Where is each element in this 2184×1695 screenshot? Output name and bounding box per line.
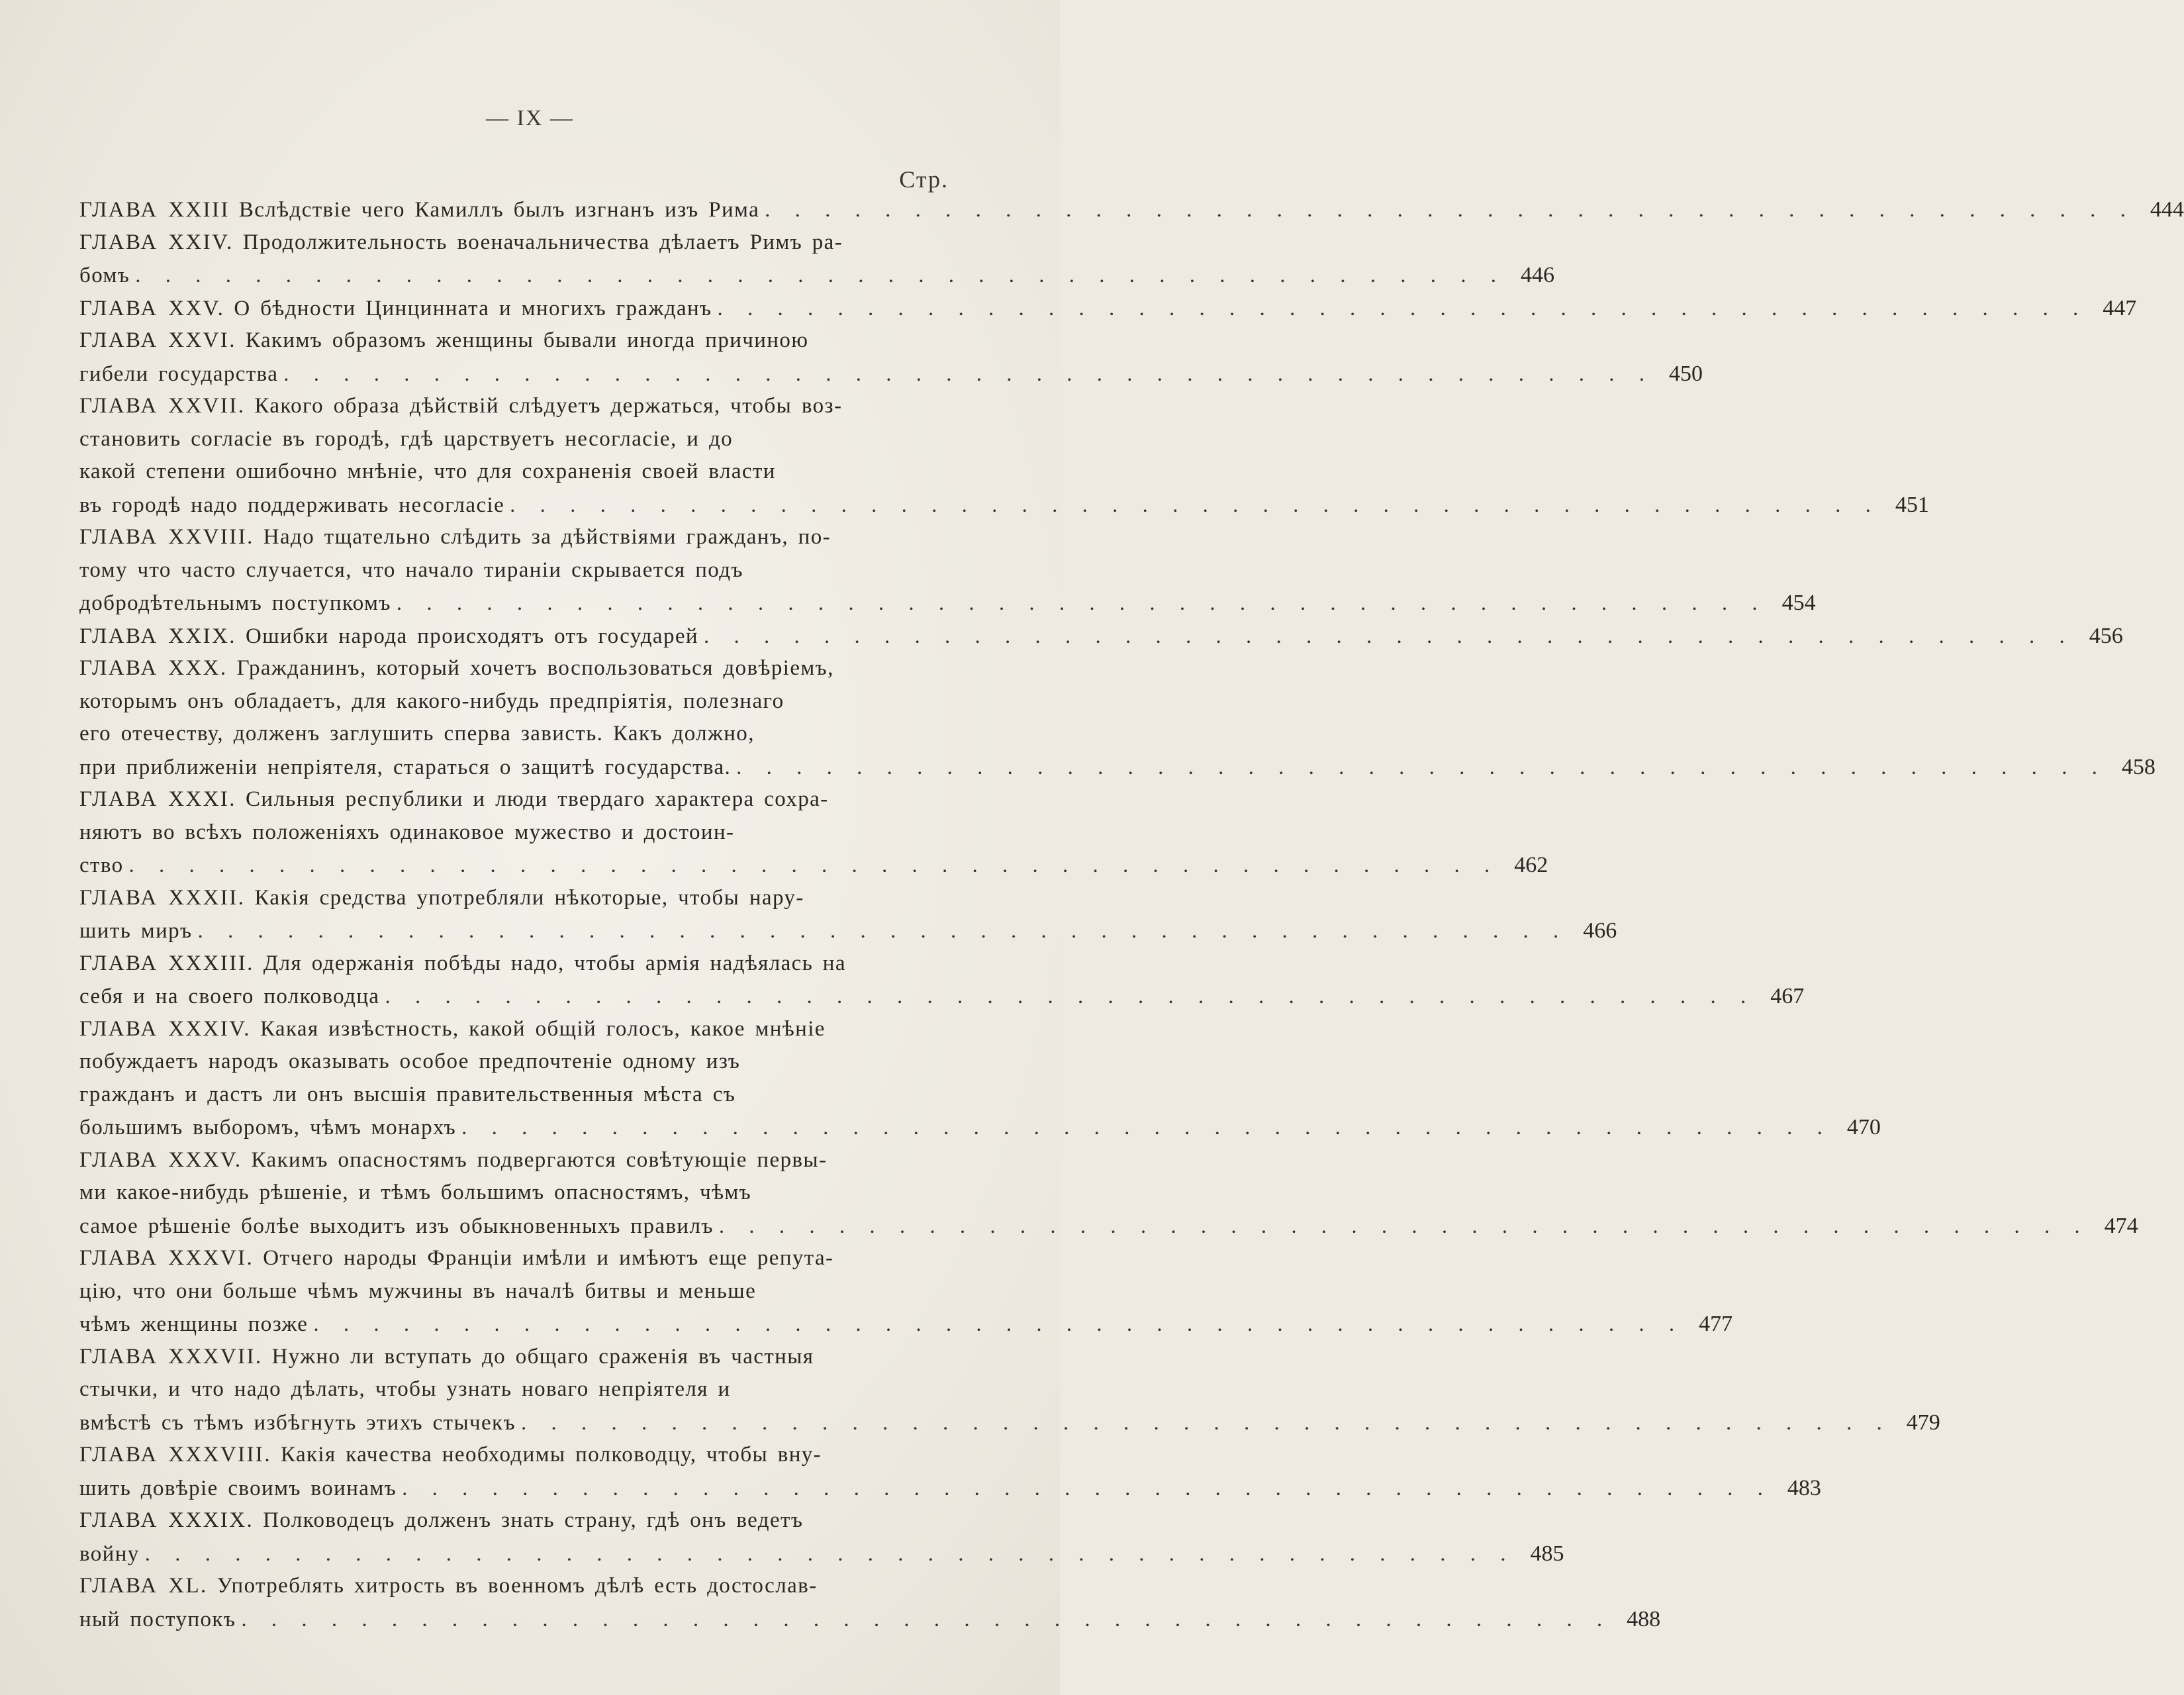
toc-entry	[79, 292, 2137, 325]
page-number: 444	[2150, 197, 2184, 222]
chapter-number: ГЛАВА XXXIX.	[79, 1508, 254, 1532]
page-number: 451	[1895, 492, 1929, 517]
page-number: 466	[1583, 918, 1617, 943]
page-number: 447	[2103, 295, 2137, 320]
dot-leader: . . . . . . . . . . . . . . . . . . . . . . . . . . . . . . . . . . . . . . . . . . . . . .	[396, 591, 1766, 615]
chapter-title-text: ный поступокъ	[79, 1607, 236, 1631]
toc-line	[79, 685, 947, 718]
chapter-title-text: цію, что они больше чѣмъ мужчины въ началѣ битвы и меньше	[79, 1279, 757, 1303]
table-of-contents	[79, 193, 2184, 1635]
toc-entry	[79, 1242, 1733, 1341]
toc-entry	[79, 1144, 2138, 1243]
chapter-title-text: няютъ во всѣхъ положеніяхъ одинаковое мужество и достоин-	[79, 820, 735, 844]
toc-line	[79, 1045, 947, 1079]
toc-line	[79, 718, 947, 751]
toc-line	[79, 193, 2184, 226]
chapter-title-text: побуждаетъ народъ оказывать особое предпочтеніе одному изъ	[79, 1049, 741, 1073]
dot-leader: . . . . . . . . . . . . . . . . . . . . . . . . . . . . . . . . . . . . . . . . . . . . . .	[461, 1116, 1830, 1139]
chapter-title-text: гибели государства	[79, 362, 279, 386]
toc-line	[79, 390, 947, 423]
toc-line	[79, 783, 947, 816]
toc-line	[79, 947, 947, 981]
chapter-number: ГЛАВА XXVII.	[79, 394, 246, 418]
chapter-title-text: вмѣстѣ съ тѣмъ избѣгнуть этихъ стычекъ	[79, 1410, 516, 1435]
chapter-title-text: ство	[79, 853, 124, 877]
toc-line	[79, 882, 947, 915]
chapter-number: ГЛАВА XXVIII.	[79, 525, 254, 549]
toc-line	[79, 489, 1929, 522]
dot-leader: . . . . . . . . . . . . . . . . . . . . . . . . . . . . . . . . . . . . . . . . . . . . . .	[402, 1476, 1771, 1500]
chapter-number: ГЛАВА XXXVI.	[79, 1246, 254, 1270]
chapter-title-text: самое рѣшеніе болѣе выходитъ изъ обыкновенныхъ правилъ	[79, 1214, 714, 1238]
toc-line	[79, 816, 947, 849]
toc-entry	[79, 1013, 1881, 1144]
chapter-title-text: Гражданинъ, который хочетъ воспользоваться довѣріемъ,	[236, 656, 834, 680]
toc-line	[79, 587, 1816, 620]
page-header: — IX —	[486, 106, 574, 130]
chapter-title-text: Сильныя республики и люди твердаго характера сохра-	[245, 787, 829, 811]
dot-leader: . . . . . . . . . . . . . . . . . . . . . . . . . . . . . . . . . . . . . . . . . . . . . .	[704, 624, 2073, 648]
page-number: 446	[1520, 263, 1554, 287]
toc-line	[79, 423, 947, 456]
toc-line	[79, 1144, 947, 1177]
chapter-title-text: бомъ	[79, 264, 130, 287]
chapter-number: ГЛАВА XXX.	[79, 656, 228, 680]
chapter-title-text: Какія средства употребляли нѣкоторые, чтобы нару-	[254, 885, 804, 910]
toc-line	[79, 849, 1548, 882]
toc-line	[79, 1406, 1940, 1439]
toc-line	[79, 554, 947, 587]
chapter-title-text: Продолжительность военачальничества дѣлаетъ Римъ ра-	[242, 230, 843, 254]
chapter-title-text: становить согласіе въ городѣ, гдѣ царствуетъ несогласіе, и до	[79, 426, 734, 451]
toc-line	[79, 652, 947, 685]
chapter-number: ГЛАВА XXXV.	[79, 1147, 242, 1172]
toc-line	[79, 1472, 1821, 1505]
page-number: 467	[1770, 984, 1805, 1008]
chapter-title-text: Какого образа дѣйствій слѣдуетъ держаться, чтобы воз-	[254, 394, 843, 418]
toc-line	[79, 358, 1703, 391]
toc-entry	[79, 652, 2156, 783]
page-number: 483	[1787, 1475, 1821, 1500]
chapter-number: ГЛАВА XXIX.	[79, 624, 236, 648]
chapter-number: ГЛАВА XXXIV.	[79, 1016, 251, 1041]
dot-leader: . . . . . . . . . . . . . . . . . . . . . . . . . . . . . . . . . . . . . . . . . . . . . .	[313, 1312, 1683, 1336]
page-number: 456	[2089, 623, 2123, 648]
toc-line	[79, 1537, 1564, 1571]
chapter-number: ГЛАВА XL.	[79, 1574, 208, 1598]
toc-line	[79, 1210, 2138, 1243]
chapter-title-text: какой степени ошибочно мнѣніе, что для сохраненія своей власти	[79, 460, 776, 483]
dot-leader: . . . . . . . . . . . . . . . . . . . . . . . . . . . . . . . . . . . . . . . . . . . . . .	[765, 198, 2134, 222]
dot-leader: . . . . . . . . . . . . . . . . . . . . . . . . . . . . . . . . . . . . . . . . . . . . . .	[135, 264, 1504, 287]
toc-line	[79, 751, 2156, 784]
chapter-title-text: чѣмъ женщины позже	[79, 1312, 309, 1336]
toc-line	[79, 914, 1617, 947]
dot-leader: . . . . . . . . . . . . . . . . . . . . . . . . . . . . . . . . . . . . . . . . . . . . . .	[510, 493, 1879, 517]
toc-line	[79, 1275, 947, 1308]
page-number: 454	[1781, 591, 1816, 615]
toc-line	[79, 980, 1805, 1013]
chapter-title-text: большимъ выборомъ, чѣмъ монархъ	[79, 1116, 457, 1139]
chapter-title-text: Ошибки народа происходятъ отъ государей	[245, 624, 698, 648]
toc-line	[79, 1111, 1881, 1144]
toc-line	[79, 259, 1554, 292]
dot-leader: . . . . . . . . . . . . . . . . . . . . . . . . . . . . . . . . . . . . . . . . . . . . . .	[128, 853, 1498, 877]
chapter-title-text: войну	[79, 1541, 140, 1566]
toc-entry	[79, 620, 2123, 653]
chapter-title-text: гражданъ и дастъ ли онъ высшія правительственныя мѣста съ	[79, 1082, 736, 1106]
toc-entry	[79, 1504, 1564, 1570]
toc-line	[79, 1439, 947, 1472]
toc-entry	[79, 1341, 1940, 1439]
toc-entry	[79, 947, 1805, 1013]
chapter-title-text: его отечеству, долженъ заглушить сперва зависть. Какъ должно,	[79, 722, 755, 746]
chapter-title-text: Какая извѣстность, какой общій голосъ, какое мнѣніе	[260, 1016, 826, 1041]
chapter-title-text: ми какое-нибудь рѣшеніе, и тѣмъ большимъ опасностямъ, чѣмъ	[79, 1181, 752, 1204]
chapter-title-text: Какимъ образомъ женщины бывали иногда причиною	[245, 328, 809, 352]
chapter-title-text: Нужно ли вступать до общаго сраженія въ частныя	[271, 1344, 814, 1369]
page-column-heading: Стр.	[899, 166, 949, 193]
dot-leader: . . . . . . . . . . . . . . . . . . . . . . . . . . . . . . . . . . . . . . . . . . . . . .	[283, 362, 1652, 386]
toc-line	[79, 1504, 947, 1537]
chapter-title-text: Полководецъ долженъ знать страну, гдѣ онъ ведетъ	[263, 1508, 804, 1532]
toc-line	[79, 1177, 947, 1210]
toc-line	[79, 456, 947, 489]
chapter-title-text: Какимъ опасностямъ подвергаются совѣтующіе первы-	[251, 1147, 828, 1172]
toc-line	[79, 1013, 947, 1046]
page-number: 485	[1530, 1541, 1564, 1566]
chapter-title-text: Отчего народы Франціи имѣли и имѣютъ еще репута-	[263, 1246, 834, 1270]
toc-line	[79, 620, 2123, 653]
toc-entry	[79, 390, 1929, 521]
page-number: 477	[1699, 1312, 1733, 1336]
page-number: 488	[1627, 1606, 1661, 1631]
toc-line	[79, 1079, 947, 1112]
page-number: 474	[2104, 1213, 2138, 1238]
toc-entry	[79, 882, 1617, 947]
toc-entry	[79, 324, 1703, 390]
chapter-number: ГЛАВА XXVI.	[79, 328, 236, 352]
chapter-title-text: Какія качества необходимы полководцу, чтобы вну-	[280, 1443, 822, 1467]
chapter-title-text: которымъ онъ обладаетъ, для какого-нибудь предпріятія, полезнаго	[79, 689, 784, 713]
chapter-title-text: тому что часто случается, что начало тираніи скрывается подъ	[79, 557, 743, 582]
toc-line	[79, 324, 947, 358]
toc-entry	[79, 521, 1816, 620]
chapter-title-text: добродѣтельнымъ поступкомъ	[79, 591, 391, 615]
chapter-number: ГЛАВА XXXVIII.	[79, 1443, 271, 1467]
chapter-title-text: шить миръ	[79, 919, 193, 943]
toc-line	[79, 1308, 1733, 1341]
chapter-title-text: шить довѣріе своимъ воинамъ	[79, 1476, 397, 1500]
dot-leader: . . . . . . . . . . . . . . . . . . . . . . . . . . . . . . . . . . . . . . . . . . . . . .	[717, 296, 2087, 320]
chapter-title-text: себя и на своего полководца	[79, 985, 380, 1008]
toc-line	[79, 1242, 947, 1275]
dot-leader: . . . . . . . . . . . . . . . . . . . . . . . . . . . . . . . . . . . . . . . . . . . . . .	[520, 1410, 1890, 1435]
toc-entry	[79, 1439, 1821, 1504]
toc-line	[79, 1570, 947, 1603]
dot-leader: . . . . . . . . . . . . . . . . . . . . . . . . . . . . . . . . . . . . . . . . . . . . . .	[241, 1607, 1611, 1631]
chapter-title-text: О бѣдности Цинцинната и многихъ гражданъ	[234, 296, 712, 320]
chapter-number: ГЛАВА XXXII.	[79, 885, 246, 910]
toc-line	[79, 1373, 947, 1406]
dot-leader: . . . . . . . . . . . . . . . . . . . . . . . . . . . . . . . . . . . . . . . . . . . . . .	[385, 985, 1754, 1008]
toc-line	[79, 226, 947, 260]
chapter-title-text: стычки, и что надо дѣлать, чтобы узнать новаго непріятеля и	[79, 1377, 731, 1401]
chapter-number: ГЛАВА XXIV.	[79, 230, 234, 254]
chapter-number: ГЛАВА XXIII	[79, 198, 230, 222]
dot-leader: . . . . . . . . . . . . . . . . . . . . . . . . . . . . . . . . . . . . . . . . . . . . . .	[197, 919, 1567, 943]
chapter-number: ГЛАВА XXXIII.	[79, 951, 254, 975]
chapter-title-text: Надо тщательно слѣдить за дѣйствіями гражданъ, по-	[263, 525, 831, 549]
page-number: 462	[1514, 853, 1548, 877]
chapter-title-text: Употреблять хитрость въ военномъ дѣлѣ есть достослав-	[216, 1574, 818, 1598]
chapter-number: ГЛАВА XXXVII.	[79, 1344, 263, 1369]
toc-entry	[79, 226, 1554, 292]
chapter-number: ГЛАВА XXXI.	[79, 787, 236, 811]
page-number: 450	[1669, 361, 1703, 386]
chapter-title-text: Для одержанія побѣды надо, чтобы армія надѣялась на	[263, 951, 846, 975]
page-number: 479	[1906, 1410, 1940, 1435]
dot-leader: . . . . . . . . . . . . . . . . . . . . . . . . . . . . . . . . . . . . . . . . . . . . . .	[718, 1214, 2088, 1238]
toc-line	[79, 1341, 947, 1374]
page-number: 470	[1846, 1115, 1881, 1139]
toc-entry	[79, 783, 1548, 882]
chapter-number: ГЛАВА XXV.	[79, 296, 225, 320]
chapter-title-text: при приближеніи непріятеля, стараться о защитѣ государства.	[79, 755, 732, 779]
toc-line	[79, 292, 2137, 325]
toc-line	[79, 1603, 1661, 1636]
chapter-title-text: въ городѣ надо поддерживать несогласіе	[79, 493, 505, 517]
toc-entry	[79, 193, 2184, 226]
dot-leader: . . . . . . . . . . . . . . . . . . . . . . . . . . . . . . . . . . . . . . . . . . . . . .	[736, 755, 2105, 779]
toc-entry	[79, 1570, 1661, 1635]
dot-leader: . . . . . . . . . . . . . . . . . . . . . . . . . . . . . . . . . . . . . . . . . . . . . .	[144, 1541, 1514, 1566]
toc-line	[79, 521, 947, 554]
page-number: 458	[2121, 754, 2156, 779]
chapter-title-text: Вслѣдствіе чего Камиллъ былъ изгнанъ изъ Рима	[238, 198, 760, 222]
